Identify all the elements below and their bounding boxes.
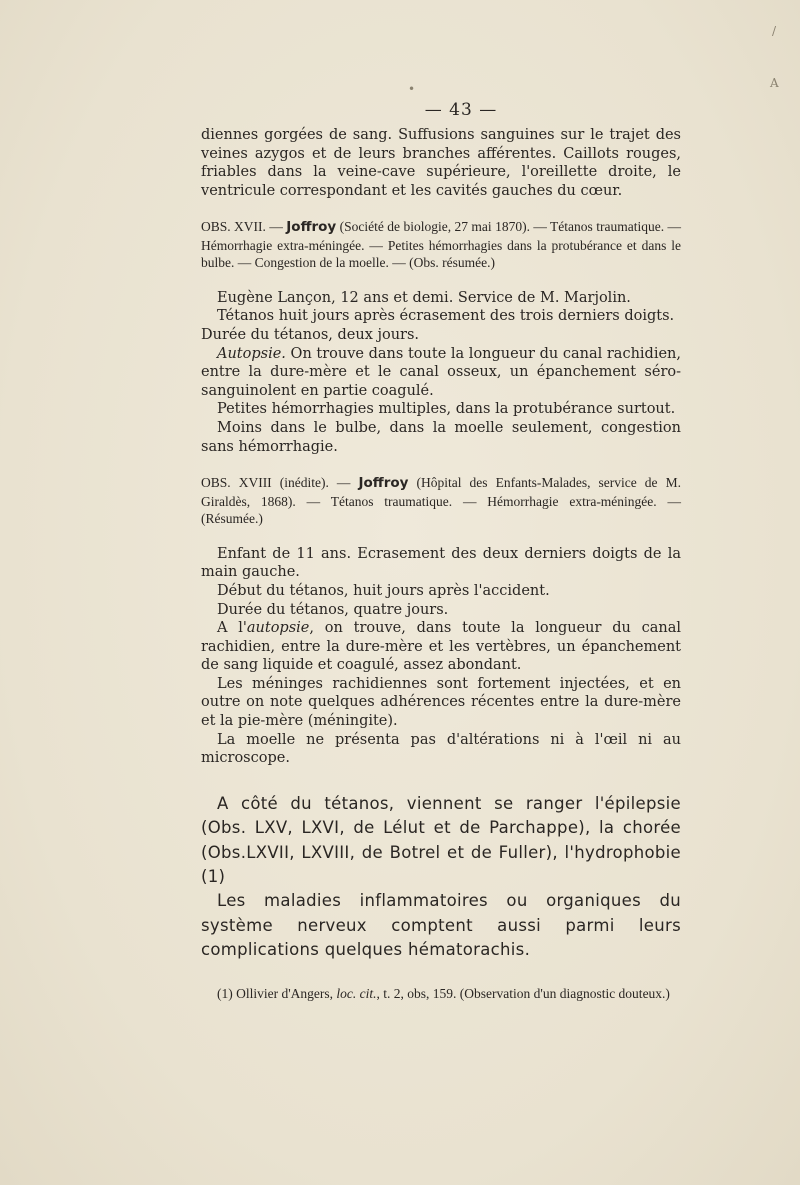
stray-mark-dot: • [408, 82, 416, 96]
obs-17-line-duree: Durée du tétanos, deux jours. [201, 327, 420, 344]
obs-18-autopsy-pre: A l' [217, 620, 247, 637]
obs-18-line-enfant: Enfant de 11 ans. Ecrasement des deux derniers doigts de la main gauche. [201, 545, 681, 581]
obs-17-heading [201, 218, 681, 272]
obs-18-line-duree: Durée du tétanos, quatre jours. [217, 601, 449, 618]
obs-17-description: (Société de biologie, 27 mai 1870). — Tétanos traumatique. — Hémorrhagie extra-méningée. — Petites hémorrhagies dans la protubérance et dans le bulbe. — Congestion de la moelle. — (Obs. résumée.) [201, 219, 681, 271]
obs-18-description: (Hôpital des Enfants-Malades, service de M. Giraldès, 1868). — Tétanos traumatique. — Hémorrhagie extra-méningée. — (Résumée.) [201, 475, 681, 527]
paragraph-maladies-inflammatoires: Les maladies inflammatoires ou organiques du système nerveux comptent aussi parmi leurs complications quelques hématorachis. [201, 891, 681, 960]
obs-17-line-patient: Eugène Lançon, 12 ans et demi. Service de M. Marjolin. [217, 289, 631, 306]
footnote-pre: (1) Ollivier d'Angers, [217, 985, 337, 1001]
obs-17-line-petites: Petites hémorrhagies multiples, dans la protubérance surtout. [217, 401, 676, 418]
obs-18-autopsy [201, 619, 681, 675]
obs-18-autopsy-label: autopsie [246, 620, 310, 637]
obs-18-heading [201, 474, 681, 528]
obs-18-autopsy-text: , on trouve, dans toute la longueur du canal rachidien, entre la dure-mère et les vertèbres, un épanchement de sang liquide et coagulé, assez abondant. [201, 620, 681, 674]
obs-17-autopsy-label: Autopsie. [217, 345, 286, 362]
obs-18-line-meninges: Les méninges rachidiennes sont fortement injectées, et en outre on note quelques adhérences récentes entre la dure-mère et la pie-mère (méningite). [201, 675, 681, 730]
paragraph-tetanos-comparison: A côté du tétanos, viennent se ranger l'épilepsie (Obs. LXV, LXVI, de Lélut et de Parchappe), la chorée (Obs.LXVII, LXVIII, de Botrel et de Fuller), l'hydrophobie (1) [201, 793, 681, 887]
obs-17-line-tetanos: Tétanos huit jours après écrasement des trois derniers doigts. [217, 308, 675, 325]
obs-17-autopsy [201, 345, 681, 401]
obs-18-line-moelle: La moelle ne présenta pas d'altérations ni à l'œil ni au microscope. [201, 731, 681, 767]
footnote-italic: loc. cit. [336, 985, 377, 1001]
footnote [201, 985, 681, 1003]
obs-18-prefix: OBS. XVIII (inédite). — [201, 475, 359, 491]
obs-18-author: Joffroy [358, 475, 409, 492]
page-number: — 43 — [424, 100, 498, 120]
stray-mark-letter: A [770, 76, 779, 90]
obs-17-prefix: OBS. XVII. — [201, 219, 287, 235]
obs-17-autopsy-text: On trouve dans toute la longueur du canal rachidien, entre la dure-mère et le canal osseux, un épanchement séro-sanguinolent en partie coagulé. [201, 345, 681, 399]
footnote-post: , t. 2, obs, 159. (Observation d'un diagnostic douteux.) [376, 985, 670, 1001]
obs-17-author: Joffroy [286, 219, 337, 236]
stray-mark-slash: / [772, 24, 777, 38]
intro-paragraph: diennes gorgées de sang. Suffusions sanguines sur le trajet des veines azygos et de leurs branches afférentes. Caillots rouges, friables dans la veine-cave supérieure, l'oreillette droite, le ventricule correspondant et les cavités gauches du cœur. [201, 127, 681, 199]
obs-18-line-debut: Début du tétanos, huit jours après l'accident. [217, 582, 550, 599]
page-content [201, 100, 681, 1002]
obs-17-line-moins: Moins dans le bulbe, dans la moelle seulement, congestion sans hémorrhagie. [201, 420, 681, 455]
